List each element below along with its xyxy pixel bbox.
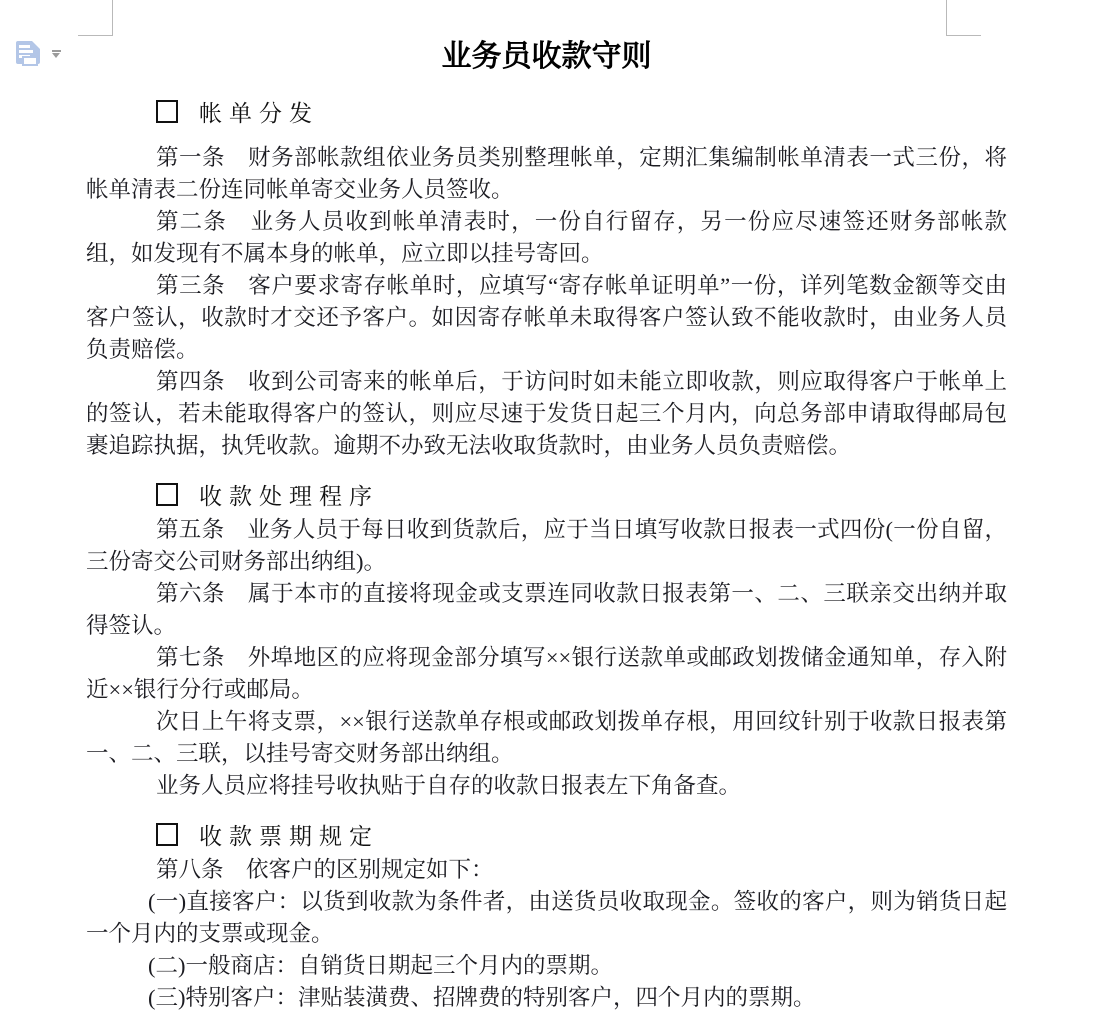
section-heading (86, 822, 1007, 852)
paragraph: 第二条 业务人员收到帐单清表时，一份自行留存，另一份应尽速签还财务部帐款组，如发现有不属本身的帐单，应立即以挂号寄回。 (86, 209, 1007, 266)
paragraph: (一)直接客户：以货到收款为条件者，由送货员收取现金。签收的客户，则为销货日起一个月内的支票或现金。 (86, 889, 1007, 946)
document-section (86, 822, 1007, 1014)
document-section (86, 482, 1007, 802)
paragraph: 第六条 属于本市的直接将现金或支票连同收款日报表第一、二、三联亲交出纳并取得签认。 (86, 581, 1007, 638)
document-title: 业务员收款守则 (441, 40, 652, 73)
document-section (86, 99, 1007, 462)
paragraph: 业务人员应将挂号收执贴于自存的收款日报表左下角备查。 (156, 773, 742, 798)
paragraph-clipped: (三)特别客户：津贴装潢费、招牌费的特别客户，四个月内的票期。 (148, 985, 816, 1010)
paragraph: 第五条 业务人员于每日收到货款后，应于当日填写收款日报表一式四份(一份自留，三份寄交公司财务部出纳组)。 (86, 517, 1007, 574)
section-heading-label: 收款处理程序 (199, 484, 379, 509)
paragraph: 第四条 收到公司寄来的帐单后，于访问时如未能立即收款，则应取得客户于帐单上的签认，若未能取得客户的签认，则应尽速于发货日起三个月内，向总务部申请取得邮局包裹追踪执据，执凭收款。逾期不办致无法收取货款时，由业务人员负责赔偿。 (86, 369, 1007, 458)
paragraph: 第七条 外埠地区的应将现金部分填写××银行送款单或邮政划拨储金通知单，存入附近××银行分行或邮局。 (86, 645, 1007, 702)
paragraph: 第一条 财务部帐款组依业务员类别整理帐单，定期汇集编制帐单清表一式三份，将帐单清表二份连同帐单寄交业务人员签收。 (86, 145, 1007, 202)
section-heading-label: 收款票期规定 (199, 824, 379, 849)
section-heading-label: 帐单分发 (199, 101, 319, 126)
hollow-square-icon (156, 100, 178, 123)
paragraph: 第三条 客户要求寄存帐单时，应填写“寄存帐单证明单”一份，详列笔数金额等交由客户签认，收款时才交还予客户。如因寄存帐单未取得客户签认致不能收款时，由业务人员负责赔偿。 (86, 273, 1007, 362)
paragraph: 第八条 依客户的区别规定如下： (156, 857, 494, 882)
document-sections (86, 99, 1007, 1014)
paragraph: (二)一般商店：自销货日期起三个月内的票期。 (148, 953, 613, 978)
section-heading (86, 482, 1007, 512)
hollow-square-icon (156, 483, 178, 506)
paragraph: 次日上午将支票，××银行送款单存根或邮政划拨单存根，用回纹针别于收款日报表第一、二、三联，以挂号寄交财务部出纳组。 (86, 709, 1007, 766)
section-heading (86, 99, 1007, 129)
hollow-square-icon (156, 823, 178, 846)
